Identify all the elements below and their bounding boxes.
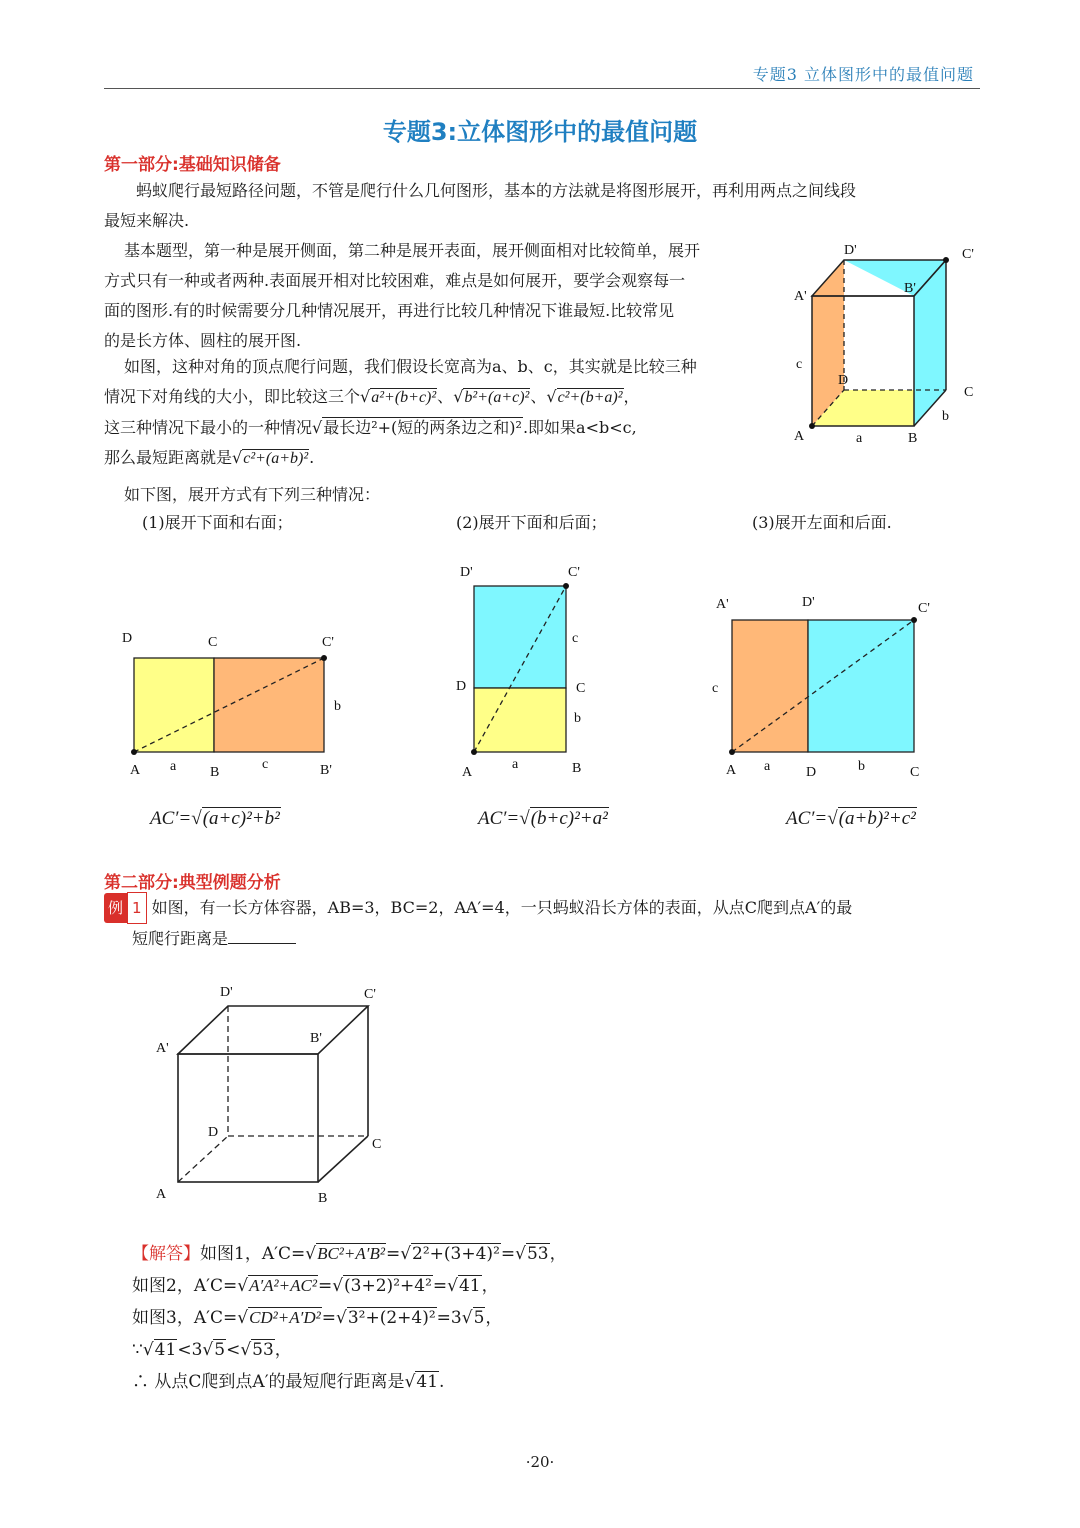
para2-line3: 面的图形.有的时候需要分几种情况展开，再进行比较几种情况下谁最短.比较常见	[104, 301, 675, 320]
answer-blank	[228, 943, 296, 944]
sol2-r1: A′A²+AC²	[249, 1276, 317, 1295]
equals: =	[321, 1308, 336, 1328]
radical-3: c²+(b+a)²	[557, 389, 623, 406]
para1-line2: 最短来解决.	[104, 211, 190, 230]
net1-label-a: a	[170, 759, 177, 774]
ex-label-B: B	[318, 1191, 328, 1206]
sol5-r: 41	[416, 1372, 439, 1392]
label-C: C	[964, 385, 974, 400]
net3-label-A: A	[726, 763, 737, 778]
net2-label-c: c	[572, 631, 579, 646]
label-C1: C'	[962, 247, 974, 262]
ex-label-A: A	[156, 1187, 167, 1202]
net3-label-D: D	[806, 765, 817, 780]
label-A1: A'	[794, 289, 807, 304]
para3-line4-text: 那么最短距离就是	[104, 448, 233, 467]
formula-2-radicand: (b+c)²+a²	[530, 808, 608, 829]
formula-2: AC′=√(b+c)²+a²	[478, 808, 608, 829]
net3-label-C: C	[910, 765, 920, 780]
because-symbol: ∵	[132, 1340, 143, 1360]
para3-line3-text: 这三种情况下最小的一种情况	[104, 418, 313, 437]
sol3-pre: 如图3，A′C=	[132, 1308, 238, 1328]
separator: 、	[437, 387, 454, 406]
formula-1-lhs: AC′=	[150, 808, 192, 829]
formula-2-lhs: AC′=	[478, 808, 520, 829]
sol4-c: 53	[252, 1340, 274, 1360]
formula-1: AC′=√(a+c)²+b²	[150, 808, 280, 829]
example-line2: 短爬行距离是	[132, 929, 229, 948]
less-than: <	[177, 1340, 192, 1360]
sol3-r3: 5	[473, 1308, 485, 1328]
label-B: B	[908, 431, 918, 446]
sol1-pre: 如图1，A′C=	[200, 1244, 306, 1264]
para3-line2-text: 情况下对角线的大小，即比较这三个	[104, 387, 361, 406]
sol5-pre: ∴ 从点C爬到点A′的最短爬行距离是	[132, 1372, 405, 1392]
equals: =	[385, 1244, 401, 1264]
net2-label-C: C	[576, 681, 586, 696]
equals: =	[432, 1276, 448, 1296]
formula-1-radicand: (a+c)²+b²	[202, 808, 280, 829]
sol3-r2: 3²+(2+4)²	[347, 1308, 436, 1328]
cube-figure-top	[790, 238, 990, 450]
label-A: A	[794, 429, 805, 444]
part2-heading: 第二部分:典型例题分析	[104, 873, 281, 893]
sol2-r3: 41	[458, 1276, 481, 1296]
net1-label-A: A	[130, 763, 141, 778]
net3-label-b: b	[858, 759, 865, 774]
formula-3-lhs: AC′=	[786, 808, 828, 829]
net1-label-c: c	[262, 757, 269, 772]
label-b: b	[942, 409, 949, 424]
comma: ，	[481, 1276, 499, 1296]
net2-label-A: A	[462, 765, 473, 780]
para2-line4: 的是长方体、圆柱的展开图.	[104, 331, 302, 350]
ex-label-C: C	[372, 1137, 382, 1152]
sol4-coef: 3	[191, 1340, 203, 1360]
example-number: 1	[127, 892, 147, 924]
net3-label-c: c	[712, 681, 719, 696]
radical-4: 最长边²+(短的两条边之和)²	[323, 418, 522, 437]
page-number: ·20·	[525, 1453, 555, 1471]
ex-label-B1: B'	[310, 1031, 322, 1046]
net1-label-B1: B'	[320, 763, 332, 778]
cube-figure-example	[150, 976, 410, 1212]
net3-label-A1: A'	[716, 597, 729, 612]
sol1-r3: 53	[526, 1244, 549, 1264]
radical-2: b²+(a+c)²	[464, 389, 530, 406]
sol3-coef: 3	[450, 1308, 462, 1328]
sol3-r1: CD²+A′D²	[249, 1308, 321, 1327]
para3-line2: 情况下对角线的大小，即比较这三个√a²+(b+c)²、√b²+(a+c)²、√c²+(b+a)²，	[104, 387, 640, 406]
solution-line-5: ∴ 从点C爬到点A′的最短爬行距离是√41.	[132, 1372, 445, 1392]
equals: =	[500, 1244, 516, 1264]
formula-3: AC′=√(a+b)²+c²	[786, 808, 916, 829]
net1-label-D: D	[122, 631, 133, 646]
sol4-a: 41	[154, 1340, 177, 1360]
net3-label-a: a	[764, 759, 771, 774]
net2-label-C1: C'	[568, 565, 580, 580]
ex-label-A1: A'	[156, 1041, 169, 1056]
answer-tag: 【解答】	[132, 1244, 200, 1264]
net2-label-D1: D'	[460, 565, 473, 580]
para1-line1: 蚂蚁爬行最短路径问题，不管是爬行什么几何图形，基本的方法就是将图形展开，再利用两点之间线段	[136, 181, 857, 200]
para3-line4: 那么最短距离就是√c²+(a+b)².	[104, 448, 315, 467]
less-than: <	[226, 1340, 241, 1360]
solution-line-2: 如图2，A′C=√A′A²+AC²=√(3+2)²+4²=√41，	[132, 1276, 499, 1296]
net1-label-C1: C'	[322, 635, 334, 650]
label-D1: D'	[844, 243, 857, 258]
formula-3-radicand: (a+b)²+c²	[838, 808, 916, 829]
radical-1: a²+(b+c)²	[371, 389, 437, 406]
part1-paragraph-1	[104, 176, 984, 236]
net2-label-b: b	[574, 711, 581, 726]
net2-label-B: B	[572, 761, 582, 776]
equals: =	[317, 1276, 333, 1296]
page-title: 专题3:立体图形中的最值问题	[382, 118, 698, 146]
solution-line-3: 如图3，A′C=√CD²+A′D²=√3²+(2+4)²=3√5，	[132, 1308, 503, 1328]
part1-paragraph-3	[104, 352, 784, 474]
sol1-r2: 2²+(3+4)²	[412, 1244, 500, 1264]
net1-label-B: B	[210, 765, 220, 780]
net2-label-a: a	[512, 757, 519, 772]
net-figure-2	[452, 558, 602, 788]
case-3-label: (3)展开左面和后面.	[752, 513, 892, 532]
separator: 、	[530, 387, 547, 406]
para4: 如下图，展开方式有下列三种情况：	[124, 485, 381, 504]
comma: ，	[623, 387, 640, 406]
period: .	[309, 448, 315, 467]
label-a: a	[856, 431, 863, 446]
label-B1: B'	[904, 281, 916, 296]
example-badge: 例	[104, 893, 127, 923]
period: .	[439, 1372, 445, 1392]
header-rule	[104, 88, 980, 89]
solution	[132, 1238, 567, 1398]
net-figure-3	[708, 590, 948, 790]
para3-line1: 如图，这种对角的顶点爬行问题，我们假设长宽高为a、b、c，其实就是比较三种	[124, 357, 697, 376]
ex-label-D: D	[208, 1125, 219, 1140]
para3-line3-post: .即如果a<b<c,	[522, 418, 637, 437]
net2-label-D: D	[456, 679, 467, 694]
ex-label-C1: C'	[364, 987, 376, 1002]
sol2-pre: 如图2，A′C=	[132, 1276, 238, 1296]
solution-line-1: 【解答】如图1，A′C=√BC²+A′B²=√2²+(3+4)²=√53，	[132, 1244, 567, 1264]
case-1-label: (1)展开下面和右面；	[142, 513, 293, 532]
net1-label-b: b	[334, 699, 341, 714]
net1-label-C: C	[208, 635, 218, 650]
para2-line2: 方式只有一种或者两种.表面展开相对比较困难，难点是如何展开，要学会观察每一	[104, 271, 686, 290]
part1-heading: 第一部分:基础知识储备	[104, 155, 281, 175]
comma: ，	[549, 1244, 567, 1264]
ex-label-D1: D'	[220, 985, 233, 1000]
net-figure-1	[112, 622, 352, 792]
comma: ，	[485, 1308, 503, 1328]
sol2-r2: (3+2)²+4²	[344, 1276, 432, 1296]
label-c: c	[796, 357, 803, 372]
part1-paragraph-2	[104, 236, 784, 356]
comma: ，	[274, 1340, 292, 1360]
sol4-b: 5	[214, 1340, 226, 1360]
para3-line3: 这三种情况下最小的一种情况√最长边²+(短的两条边之和)².即如果a<b<c,	[104, 418, 637, 437]
equals: =	[436, 1308, 451, 1328]
case-2-label: (2)展开下面和后面；	[456, 513, 607, 532]
sol1-r1: BC²+A′B²	[317, 1244, 385, 1263]
example-1	[104, 892, 984, 954]
running-header: 专题3 立体图形中的最值问题	[752, 65, 974, 84]
label-D: D	[838, 373, 849, 388]
radical-5: c²+(a+b)²	[243, 450, 309, 467]
net3-label-C1: C'	[918, 601, 930, 616]
para2-line1: 基本题型，第一种是展开侧面，第二种是展开表面，展开侧面相对比较简单，展开	[124, 241, 701, 260]
example-line1: 如图，有一长方体容器，AB=3，BC=2，AA′=4，一只蚂蚁沿长方体的表面，从点C爬到点A′的最	[151, 898, 853, 917]
net3-label-D1: D'	[802, 595, 815, 610]
solution-line-4: ∵√41<3√5<√53，	[132, 1340, 292, 1360]
